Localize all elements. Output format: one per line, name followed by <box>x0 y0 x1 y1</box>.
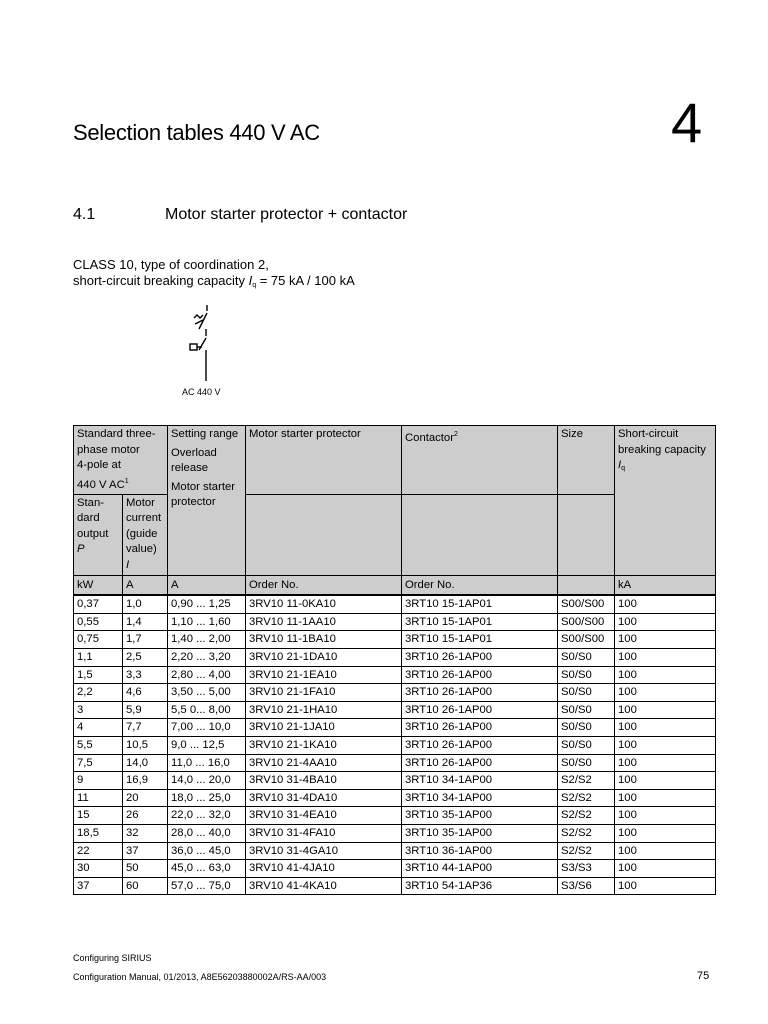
table-cell: 100 <box>615 595 716 613</box>
table-cell: 1,5 <box>74 666 123 684</box>
section-title: Motor starter protector + contactor <box>165 206 408 223</box>
table-row <box>74 684 716 702</box>
table-cell: 57,0 ... 75,0 <box>168 877 246 895</box>
table-cell: S0/S0 <box>558 737 615 755</box>
table-cell: 100 <box>615 666 716 684</box>
table-cell: 20 <box>123 789 168 807</box>
section-number: 4.1 <box>73 206 96 223</box>
table-cell: 3RV10 41-4KA10 <box>246 877 402 895</box>
table-cell: 2,5 <box>123 649 168 667</box>
table-cell: 3RV10 21-1DA10 <box>246 649 402 667</box>
breaking-capacity-suffix: = 75 kA / 100 kA <box>256 273 355 288</box>
header-contactor: Contactor$^2$ <box>402 426 558 495</box>
table-cell: 100 <box>615 613 716 631</box>
table-cell: 100 <box>615 860 716 878</box>
table-cell: 3RV10 11-1BA10 <box>246 631 402 649</box>
table-cell: 3RT10 26-1AP00 <box>402 737 558 755</box>
table-cell: 1,40 ... 2,00 <box>168 631 246 649</box>
table-cell: 3,50 ... 5,00 <box>168 684 246 702</box>
table-cell: 3,3 <box>123 666 168 684</box>
table-cell: 0,90 ... 1,25 <box>168 595 246 613</box>
unit-cell: Order No. <box>402 575 558 595</box>
table-cell: 0,37 <box>74 595 123 613</box>
table-cell: 3RV10 31-4BA10 <box>246 772 402 790</box>
table-cell: 100 <box>615 877 716 895</box>
table-row <box>74 666 716 684</box>
table-cell: 100 <box>615 772 716 790</box>
table-cell: S00/S00 <box>558 595 615 613</box>
table-row <box>74 772 716 790</box>
table-cell: 2,2 <box>74 684 123 702</box>
table-row <box>74 613 716 631</box>
table-cell: 100 <box>615 701 716 719</box>
table-cell: 3RV10 21-1JA10 <box>246 719 402 737</box>
table-cell: 3RT10 35-1AP00 <box>402 824 558 842</box>
coordination-line-2 <box>73 273 355 292</box>
table-cell: 5,9 <box>123 701 168 719</box>
table-cell: S2/S2 <box>558 807 615 825</box>
unit-cell: kW <box>74 575 123 595</box>
table-cell: 5,5 0... 8,00 <box>168 701 246 719</box>
table-cell: 100 <box>615 807 716 825</box>
table-cell: S3/S6 <box>558 877 615 895</box>
table-cell: 7,00 ... 10,0 <box>168 719 246 737</box>
footer-manual-id: Configuration Manual, 01/2013, A8E56203880002A/RS-AA/003 <box>73 972 327 982</box>
header-empty-mspr <box>246 494 402 575</box>
table-cell: 3RT10 15-1AP01 <box>402 595 558 613</box>
table-cell: S00/S00 <box>558 631 615 649</box>
table-row <box>74 824 716 842</box>
table-cell: 1,1 <box>74 649 123 667</box>
symbol-caption: AC 440 V <box>182 387 221 397</box>
table-cell: 0,55 <box>74 613 123 631</box>
table-cell: 28,0 ... 40,0 <box>168 824 246 842</box>
table-cell: 3RT10 26-1AP00 <box>402 684 558 702</box>
table-cell: 3RV10 21-4AA10 <box>246 754 402 772</box>
table-cell: 3RV10 31-4GA10 <box>246 842 402 860</box>
table-cell: 3RV10 21-1FA10 <box>246 684 402 702</box>
table-cell: 16,9 <box>123 772 168 790</box>
table-cell: 3RT10 15-1AP01 <box>402 613 558 631</box>
table-cell: 36,0 ... 45,0 <box>168 842 246 860</box>
motor-starter-contactor-symbol-icon <box>175 300 225 390</box>
table-cell: 3RV10 21-1EA10 <box>246 666 402 684</box>
table-cell: 3RT10 36-1AP00 <box>402 842 558 860</box>
table-cell: 4 <box>74 719 123 737</box>
table-cell: S0/S0 <box>558 754 615 772</box>
table-cell: 50 <box>123 860 168 878</box>
table-cell: 1,10 ... 1,60 <box>168 613 246 631</box>
table-cell: 18,0 ... 25,0 <box>168 789 246 807</box>
table-cell: 100 <box>615 737 716 755</box>
table-cell: 3RT10 26-1AP00 <box>402 701 558 719</box>
table-cell: S0/S0 <box>558 684 615 702</box>
table-cell: 100 <box>615 649 716 667</box>
table-cell: 14,0 <box>123 754 168 772</box>
table-cell: 3RT10 15-1AP01 <box>402 631 558 649</box>
table-cell: S0/S0 <box>558 701 615 719</box>
table-cell: 3RT10 26-1AP00 <box>402 666 558 684</box>
table-cell: 100 <box>615 684 716 702</box>
table-cell: 18,5 <box>74 824 123 842</box>
table-cell: S2/S2 <box>558 824 615 842</box>
table-cell: 37 <box>74 877 123 895</box>
header-empty-contactor <box>402 494 558 575</box>
table-cell: 7,5 <box>74 754 123 772</box>
table-cell: 30 <box>74 860 123 878</box>
table-cell: 3RV10 11-0KA10 <box>246 595 402 613</box>
table-cell: S2/S2 <box>558 789 615 807</box>
table-cell: 3RV10 31-4EA10 <box>246 807 402 825</box>
table-cell: S2/S2 <box>558 772 615 790</box>
unit-cell: A <box>168 575 246 595</box>
table-cell: S3/S3 <box>558 860 615 878</box>
table-cell: 3RV10 41-4JA10 <box>246 860 402 878</box>
table-cell: 3RV10 21-1KA10 <box>246 737 402 755</box>
table-cell: 100 <box>615 631 716 649</box>
table-cell: S00/S00 <box>558 613 615 631</box>
selection-table <box>73 425 716 895</box>
table-cell: 3RT10 26-1AP00 <box>402 754 558 772</box>
table-row <box>74 719 716 737</box>
table-cell: 100 <box>615 789 716 807</box>
page-number: 75 <box>697 970 710 982</box>
table-cell: 4,6 <box>123 684 168 702</box>
unit-cell: Order No. <box>246 575 402 595</box>
footer-publication: Configuring SIRIUS <box>73 953 152 963</box>
table-row <box>74 807 716 825</box>
table-cell: 3RT10 34-1AP00 <box>402 789 558 807</box>
header-motor-starter-protector: Motor starter protector <box>246 426 402 495</box>
table-cell: 3RV10 11-1AA10 <box>246 613 402 631</box>
table-cell: 3RT10 26-1AP00 <box>402 649 558 667</box>
table-cell: 2,20 ... 3,20 <box>168 649 246 667</box>
table-cell: 1,0 <box>123 595 168 613</box>
table-cell: 10,5 <box>123 737 168 755</box>
table-row <box>74 754 716 772</box>
table-cell: 3RT10 26-1AP00 <box>402 719 558 737</box>
table-cell: 3RT10 34-1AP00 <box>402 772 558 790</box>
table-cell: 9,0 ... 12,5 <box>168 737 246 755</box>
table-row <box>74 649 716 667</box>
coordination-intro <box>73 257 355 292</box>
header-standard-motor: Standard three- phase motor 4-pole at 440 V $AC^1$ <box>74 426 168 495</box>
table-cell: 11,0 ... 16,0 <box>168 754 246 772</box>
chapter-title: Selection tables 440 V AC <box>73 120 320 145</box>
table-cell: 32 <box>123 824 168 842</box>
table-cell: S0/S0 <box>558 649 615 667</box>
table-cell: 3RV10 21-1HA10 <box>246 701 402 719</box>
table-row <box>74 701 716 719</box>
table-cell: 3RT10 54-1AP36 <box>402 877 558 895</box>
table-cell: 1,7 <box>123 631 168 649</box>
table-cell: 37 <box>123 842 168 860</box>
table-cell: 0,75 <box>74 631 123 649</box>
table-cell: 3RT10 44-1AP00 <box>402 860 558 878</box>
breaking-capacity-variable: I <box>248 273 253 288</box>
header-size: Size <box>558 426 615 495</box>
header-empty-size <box>558 494 615 575</box>
header-breaking-capacity: Short-circuit breaking capacity Iq <box>615 426 716 576</box>
table-cell: 3RT10 35-1AP00 <box>402 807 558 825</box>
table-cell: 7,7 <box>123 719 168 737</box>
table-cell: 2,80 ... 4,00 <box>168 666 246 684</box>
chapter-number: 4 <box>671 91 703 154</box>
table-cell: 14,0 ... 20,0 <box>168 772 246 790</box>
breaking-capacity-subscript: q <box>252 282 257 289</box>
table-cell: 22,0 ... 32,0 <box>168 807 246 825</box>
table-cell: 26 <box>123 807 168 825</box>
table-cell: 22 <box>74 842 123 860</box>
table-row <box>74 631 716 649</box>
table-cell: S0/S0 <box>558 719 615 737</box>
table-body <box>74 595 716 895</box>
table-cell: 3RV10 31-4FA10 <box>246 824 402 842</box>
table-cell: 11 <box>74 789 123 807</box>
header-motor-current: Motor current (guide value) I <box>123 494 168 575</box>
table-row <box>74 595 716 613</box>
coordination-line-1: CLASS 10, type of coordination 2, <box>73 257 269 272</box>
table-cell: S2/S2 <box>558 842 615 860</box>
unit-cell: kA <box>615 575 716 595</box>
table-row <box>74 842 716 860</box>
table-cell: S0/S0 <box>558 666 615 684</box>
table-row <box>74 860 716 878</box>
table-cell: 1,4 <box>123 613 168 631</box>
header-standard-output: Stan- dard output P <box>74 494 123 575</box>
table-cell: 100 <box>615 719 716 737</box>
table-row <box>74 877 716 895</box>
header-row-1 <box>74 426 716 495</box>
table-cell: 45,0 ... 63,0 <box>168 860 246 878</box>
unit-cell: A <box>123 575 168 595</box>
breaking-capacity-prefix: short-circuit breaking capacity <box>73 273 249 288</box>
table-cell: 15 <box>74 807 123 825</box>
units-row <box>74 575 716 595</box>
header-setting-range: Setting range Overload release Motor starter protector <box>168 426 246 576</box>
table-cell: 3RV10 31-4DA10 <box>246 789 402 807</box>
unit-cell <box>558 575 615 595</box>
table-cell: 5,5 <box>74 737 123 755</box>
table-cell: 60 <box>123 877 168 895</box>
table-row <box>74 737 716 755</box>
table-cell: 100 <box>615 754 716 772</box>
table-cell: 3 <box>74 701 123 719</box>
table-row <box>74 789 716 807</box>
table-cell: 9 <box>74 772 123 790</box>
table-cell: 100 <box>615 842 716 860</box>
table-cell: 100 <box>615 824 716 842</box>
